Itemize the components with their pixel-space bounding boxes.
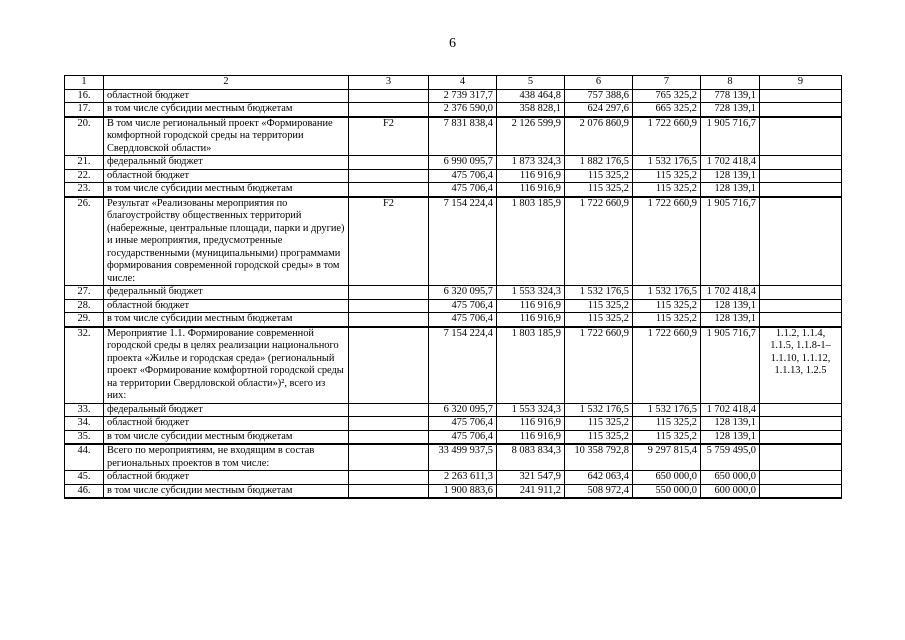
- row-number: 28.: [65, 299, 104, 313]
- row-value: 7 154 224,4: [429, 197, 497, 286]
- row-number: 32.: [65, 327, 104, 404]
- table-row: [65, 417, 842, 431]
- page-number: 6: [449, 36, 456, 51]
- row-reference: 1.1.2, 1.1.4, 1.1.5, 1.1.8-1– 1.1.10, 1.1.12, 1.1.13, 1.2.5: [760, 327, 842, 404]
- row-name: областной бюджет: [104, 299, 349, 313]
- table-row: [65, 183, 842, 197]
- row-value: 115 325,2: [565, 430, 633, 444]
- row-name: в том числе субсидии местным бюджетам: [104, 484, 349, 498]
- row-value: 475 706,4: [429, 169, 497, 183]
- row-value: 1 900 883,6: [429, 484, 497, 498]
- row-value: 1 702 418,4: [701, 403, 760, 417]
- header-row: [65, 76, 842, 90]
- row-code: F2: [349, 197, 429, 286]
- row-value: 1 532 176,5: [633, 156, 701, 170]
- row-value: 1 803 185,9: [497, 327, 565, 404]
- row-reference: [760, 444, 842, 471]
- row-code: [349, 471, 429, 485]
- row-value: 115 325,2: [565, 313, 633, 327]
- row-number: 44.: [65, 444, 104, 471]
- column-header: 9: [760, 76, 842, 90]
- table-row: [65, 117, 842, 156]
- row-value: 9 297 815,4: [633, 444, 701, 471]
- row-value: 475 706,4: [429, 299, 497, 313]
- table-row: [65, 197, 842, 286]
- row-value: 665 325,2: [633, 103, 701, 117]
- table-row: [65, 286, 842, 300]
- row-name: федеральный бюджет: [104, 156, 349, 170]
- row-value: 115 325,2: [565, 169, 633, 183]
- row-code: [349, 327, 429, 404]
- row-value: 508 972,4: [565, 484, 633, 498]
- row-reference: [760, 403, 842, 417]
- row-value: 1 722 660,9: [633, 327, 701, 404]
- row-value: 115 325,2: [633, 183, 701, 197]
- row-value: 1 553 324,3: [497, 286, 565, 300]
- row-reference: [760, 484, 842, 498]
- row-value: 1 722 660,9: [565, 327, 633, 404]
- row-value: 1 553 324,3: [497, 403, 565, 417]
- row-reference: [760, 286, 842, 300]
- row-name: Всего по мероприятиям, не входящим в состав региональных проектов в том числе:: [104, 444, 349, 471]
- row-value: 600 000,0: [701, 484, 760, 498]
- row-code: [349, 417, 429, 431]
- row-value: 1 702 418,4: [701, 286, 760, 300]
- row-reference: [760, 417, 842, 431]
- row-name: федеральный бюджет: [104, 286, 349, 300]
- row-value: 475 706,4: [429, 430, 497, 444]
- table-row: [65, 484, 842, 498]
- column-header: 7: [633, 76, 701, 90]
- row-value: 1 722 660,9: [633, 117, 701, 156]
- table-row: [65, 444, 842, 471]
- row-number: 34.: [65, 417, 104, 431]
- row-value: 1 905 716,7: [701, 117, 760, 156]
- row-name: в том числе субсидии местным бюджетам: [104, 430, 349, 444]
- row-value: 115 325,2: [633, 313, 701, 327]
- row-value: 728 139,1: [701, 103, 760, 117]
- row-value: 128 139,1: [701, 430, 760, 444]
- row-number: 26.: [65, 197, 104, 286]
- column-header: 6: [565, 76, 633, 90]
- column-header: 3: [349, 76, 429, 90]
- row-reference: [760, 183, 842, 197]
- row-value: 2 076 860,9: [565, 117, 633, 156]
- row-value: 2 739 317,7: [429, 89, 497, 103]
- row-reference: [760, 313, 842, 327]
- column-header: 8: [701, 76, 760, 90]
- row-value: 778 139,1: [701, 89, 760, 103]
- row-value: 128 139,1: [701, 299, 760, 313]
- row-reference: [760, 117, 842, 156]
- row-code: [349, 169, 429, 183]
- row-code: [349, 183, 429, 197]
- row-number: 17.: [65, 103, 104, 117]
- column-header: 4: [429, 76, 497, 90]
- row-value: 241 911,2: [497, 484, 565, 498]
- row-number: 46.: [65, 484, 104, 498]
- table-row: [65, 430, 842, 444]
- row-value: 1 873 324,3: [497, 156, 565, 170]
- row-name: федеральный бюджет: [104, 403, 349, 417]
- row-value: 115 325,2: [565, 299, 633, 313]
- row-value: 115 325,2: [633, 299, 701, 313]
- row-value: 650 000,0: [701, 471, 760, 485]
- row-reference: [760, 169, 842, 183]
- row-value: 116 916,9: [497, 430, 565, 444]
- row-code: [349, 313, 429, 327]
- row-value: 1 702 418,4: [701, 156, 760, 170]
- row-code: [349, 89, 429, 103]
- row-value: 1 803 185,9: [497, 197, 565, 286]
- row-value: 128 139,1: [701, 183, 760, 197]
- row-value: 8 083 834,3: [497, 444, 565, 471]
- row-name: в том числе субсидии местным бюджетам: [104, 103, 349, 117]
- budget-table: [64, 75, 842, 499]
- row-reference: [760, 197, 842, 286]
- row-value: 2 263 611,3: [429, 471, 497, 485]
- row-number: 16.: [65, 89, 104, 103]
- row-number: 27.: [65, 286, 104, 300]
- row-value: 765 325,2: [633, 89, 701, 103]
- row-value: 1 532 176,5: [565, 403, 633, 417]
- row-value: 116 916,9: [497, 299, 565, 313]
- row-name: областной бюджет: [104, 89, 349, 103]
- row-name: В том числе региональный проект «Формирование комфортной городской среды на территории Свердловской области»: [104, 117, 349, 156]
- row-name: в том числе субсидии местным бюджетам: [104, 313, 349, 327]
- row-value: 7 831 838,4: [429, 117, 497, 156]
- row-value: 115 325,2: [565, 183, 633, 197]
- row-value: 116 916,9: [497, 169, 565, 183]
- row-number: 22.: [65, 169, 104, 183]
- row-number: 35.: [65, 430, 104, 444]
- table-row: [65, 299, 842, 313]
- table-row: [65, 313, 842, 327]
- row-value: 1 532 176,5: [633, 403, 701, 417]
- row-code: [349, 156, 429, 170]
- row-value: 5 759 495,0: [701, 444, 760, 471]
- row-reference: [760, 471, 842, 485]
- row-name: областной бюджет: [104, 471, 349, 485]
- table-row: [65, 103, 842, 117]
- row-name: Результат «Реализованы мероприятия по благоустройству общественных территорий (набережные, центральные площади, парки и другие) и иные мероприятия, предусмотренные государственными (муниципальными) программами формирования современной городской среды» в том числе:: [104, 197, 349, 286]
- row-value: 1 882 176,5: [565, 156, 633, 170]
- row-name: Мероприятие 1.1. Формирование современной городской среды в целях реализации национального проекта «Жилье и городская среда» (региональный проект «Формирование комфортной городской среды на территории Свердловской области»)², всего из них:: [104, 327, 349, 404]
- row-value: 642 063,4: [565, 471, 633, 485]
- row-value: 1 905 716,7: [701, 197, 760, 286]
- row-code: [349, 484, 429, 498]
- row-name: областной бюджет: [104, 169, 349, 183]
- row-value: 116 916,9: [497, 417, 565, 431]
- row-number: 21.: [65, 156, 104, 170]
- row-value: 2 126 599,9: [497, 117, 565, 156]
- column-header: 2: [104, 76, 349, 90]
- row-value: 6 320 095,7: [429, 286, 497, 300]
- table-row: [65, 89, 842, 103]
- row-code: [349, 103, 429, 117]
- row-value: 10 358 792,8: [565, 444, 633, 471]
- row-value: 33 499 937,5: [429, 444, 497, 471]
- row-reference: [760, 89, 842, 103]
- row-code: [349, 286, 429, 300]
- table-row: [65, 327, 842, 404]
- table-row: [65, 169, 842, 183]
- row-value: 475 706,4: [429, 417, 497, 431]
- row-number: 23.: [65, 183, 104, 197]
- row-reference: [760, 430, 842, 444]
- row-value: 7 154 224,4: [429, 327, 497, 404]
- row-value: 624 297,6: [565, 103, 633, 117]
- row-code: F2: [349, 117, 429, 156]
- row-value: 6 320 095,7: [429, 403, 497, 417]
- row-value: 650 000,0: [633, 471, 701, 485]
- table-row: [65, 471, 842, 485]
- row-number: 29.: [65, 313, 104, 327]
- row-code: [349, 430, 429, 444]
- row-value: 128 139,1: [701, 313, 760, 327]
- table-row: [65, 403, 842, 417]
- row-reference: [760, 299, 842, 313]
- row-value: 6 990 095,7: [429, 156, 497, 170]
- row-number: 20.: [65, 117, 104, 156]
- row-value: 438 464,8: [497, 89, 565, 103]
- row-value: 115 325,2: [633, 430, 701, 444]
- row-value: 475 706,4: [429, 183, 497, 197]
- column-header: 5: [497, 76, 565, 90]
- row-value: 2 376 590,0: [429, 103, 497, 117]
- row-name: областной бюджет: [104, 417, 349, 431]
- row-name: в том числе субсидии местным бюджетам: [104, 183, 349, 197]
- row-number: 45.: [65, 471, 104, 485]
- row-code: [349, 299, 429, 313]
- row-value: 128 139,1: [701, 417, 760, 431]
- row-value: 115 325,2: [633, 169, 701, 183]
- row-code: [349, 403, 429, 417]
- row-value: 115 325,2: [565, 417, 633, 431]
- row-value: 115 325,2: [633, 417, 701, 431]
- row-value: 358 828,1: [497, 103, 565, 117]
- column-header: 1: [65, 76, 104, 90]
- row-reference: [760, 103, 842, 117]
- row-value: 1 532 176,5: [633, 286, 701, 300]
- row-value: 1 722 660,9: [633, 197, 701, 286]
- row-code: [349, 444, 429, 471]
- row-value: 128 139,1: [701, 169, 760, 183]
- row-value: 1 532 176,5: [565, 286, 633, 300]
- row-value: 1 905 716,7: [701, 327, 760, 404]
- row-value: 116 916,9: [497, 183, 565, 197]
- row-number: 33.: [65, 403, 104, 417]
- row-value: 116 916,9: [497, 313, 565, 327]
- row-value: 1 722 660,9: [565, 197, 633, 286]
- row-reference: [760, 156, 842, 170]
- row-value: 321 547,9: [497, 471, 565, 485]
- table-row: [65, 156, 842, 170]
- row-value: 550 000,0: [633, 484, 701, 498]
- row-value: 757 388,6: [565, 89, 633, 103]
- row-value: 475 706,4: [429, 313, 497, 327]
